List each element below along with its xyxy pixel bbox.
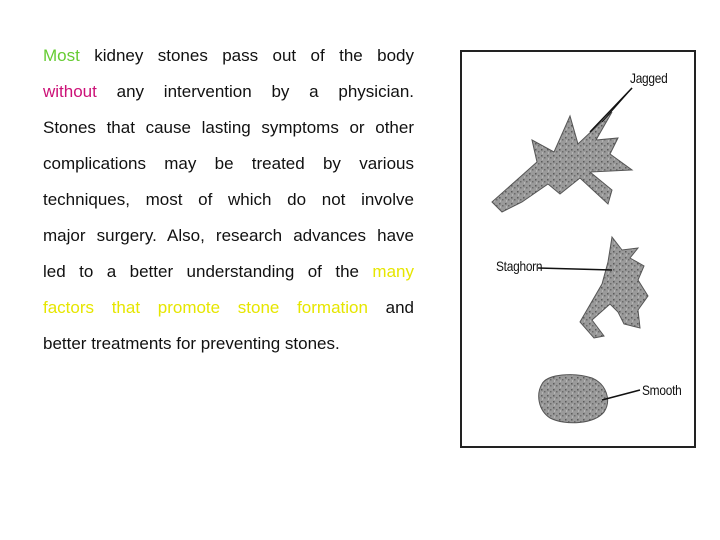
highlighted-text: factors that promote stone formation xyxy=(43,298,368,317)
paragraph-line xyxy=(43,326,414,362)
text-segment: better treatments for preventing stones. xyxy=(43,334,340,353)
text-segment: led to a better understanding of the xyxy=(43,262,373,281)
text-segment: major surgery. Also, research advances have xyxy=(43,226,414,245)
paragraph-line xyxy=(43,38,414,74)
text-segment: techniques, most of which do not involve xyxy=(43,190,414,209)
label-jagged: Jagged xyxy=(630,70,668,86)
paragraph-line xyxy=(43,110,414,146)
text-segment: complications may be treated by various xyxy=(43,154,414,173)
paragraph-line xyxy=(43,254,414,290)
text-segment: any intervention by a physician. xyxy=(96,82,414,101)
paragraph-line xyxy=(43,146,414,182)
jagged-leader-line-2 xyxy=(602,88,632,122)
paragraph-line xyxy=(43,290,414,326)
text-segment: kidney stones pass out of the body xyxy=(79,46,414,65)
jagged-stone xyxy=(492,112,632,212)
smooth-leader-line xyxy=(602,390,640,400)
paragraph-line xyxy=(43,182,414,218)
highlighted-text: Most xyxy=(43,46,80,65)
smooth-stone xyxy=(539,375,608,423)
highlighted-text: without xyxy=(43,82,97,101)
label-staghorn: Staghorn xyxy=(496,258,543,274)
paragraph-line xyxy=(43,74,414,110)
body-paragraph xyxy=(43,38,414,362)
text-segment: and xyxy=(367,298,414,317)
staghorn-stone xyxy=(580,237,648,338)
kidney-stones-figure xyxy=(460,50,696,448)
staghorn-leader-line xyxy=(538,268,612,270)
paragraph-line xyxy=(43,218,414,254)
text-segment: Stones that cause lasting symptoms or other xyxy=(43,118,414,137)
highlighted-text: many xyxy=(372,262,414,281)
label-smooth: Smooth xyxy=(642,382,682,398)
